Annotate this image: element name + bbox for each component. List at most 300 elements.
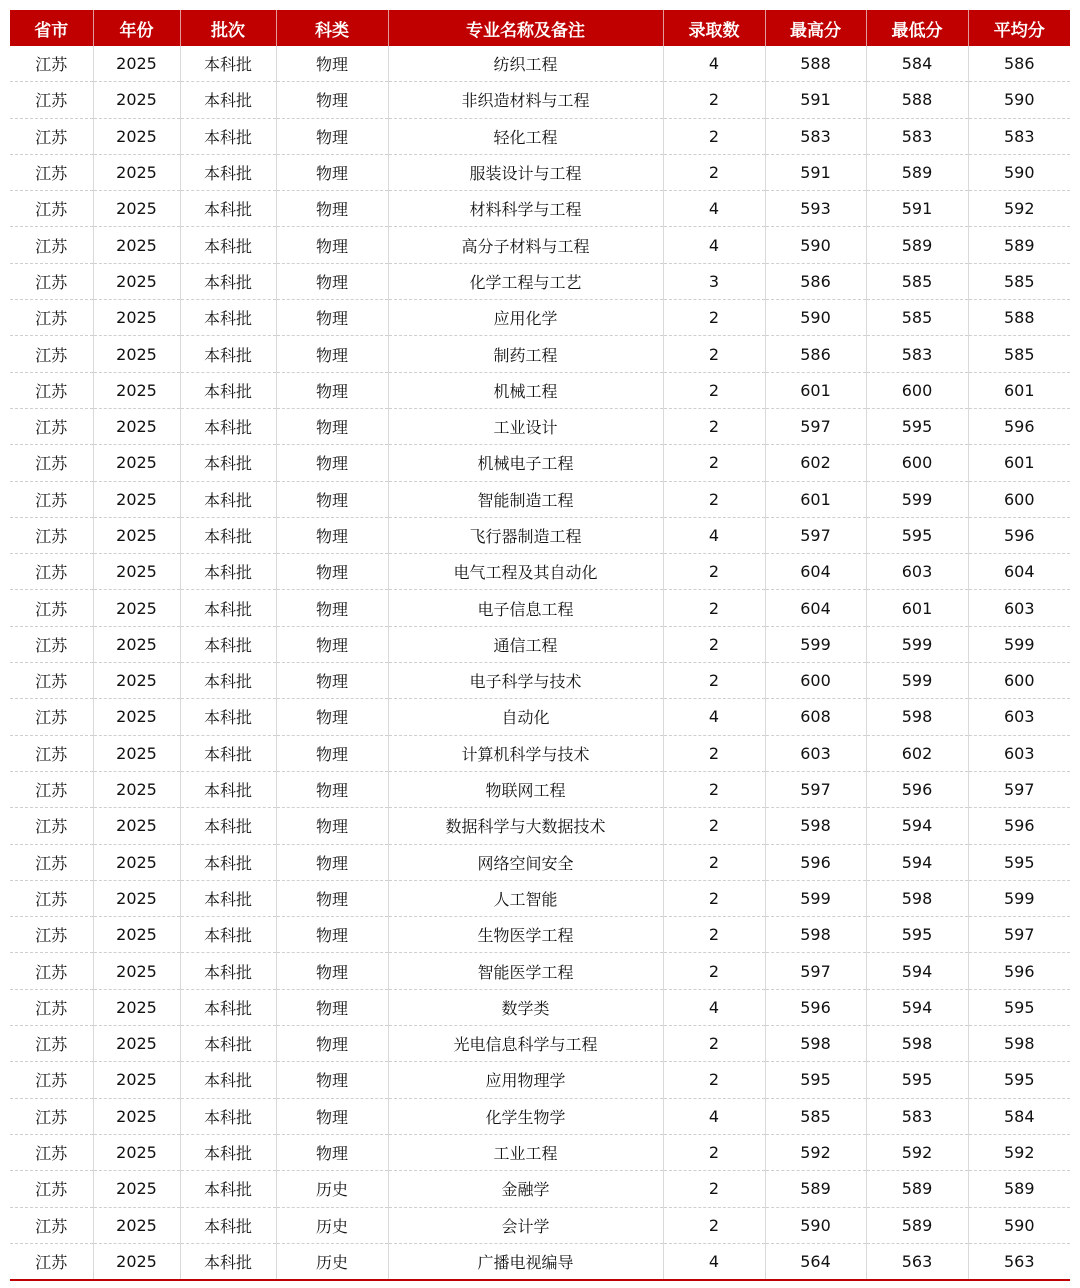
min-score-cell: 594 bbox=[866, 808, 968, 844]
batch-cell: 本科批 bbox=[180, 844, 276, 880]
header-year: 年份 bbox=[93, 10, 180, 46]
table-row bbox=[10, 191, 1070, 227]
avg-score-cell: 583 bbox=[968, 118, 1070, 154]
major-name-cell: 广播电视编导 bbox=[388, 1243, 663, 1280]
subject-category-cell: 物理 bbox=[276, 590, 388, 626]
max-score-cell: 608 bbox=[765, 699, 866, 735]
province-cell: 江苏 bbox=[10, 118, 93, 154]
admitted-count-cell: 4 bbox=[663, 517, 765, 553]
batch-cell: 本科批 bbox=[180, 1098, 276, 1134]
province-cell: 江苏 bbox=[10, 735, 93, 771]
min-score-cell: 585 bbox=[866, 300, 968, 336]
batch-cell: 本科批 bbox=[180, 590, 276, 626]
batch-cell: 本科批 bbox=[180, 517, 276, 553]
min-score-cell: 589 bbox=[866, 1207, 968, 1243]
admitted-count-cell: 4 bbox=[663, 191, 765, 227]
major-name-cell: 光电信息科学与工程 bbox=[388, 1026, 663, 1062]
batch-cell: 本科批 bbox=[180, 300, 276, 336]
table-row bbox=[10, 1098, 1070, 1134]
batch-cell: 本科批 bbox=[180, 1026, 276, 1062]
year-cell: 2025 bbox=[93, 1062, 180, 1098]
major-name-cell: 机械工程 bbox=[388, 372, 663, 408]
province-cell: 江苏 bbox=[10, 408, 93, 444]
subject-category-cell: 物理 bbox=[276, 445, 388, 481]
major-name-cell: 化学工程与工艺 bbox=[388, 263, 663, 299]
min-score-cell: 594 bbox=[866, 989, 968, 1025]
table-row bbox=[10, 517, 1070, 553]
max-score-cell: 598 bbox=[765, 1026, 866, 1062]
admitted-count-cell: 2 bbox=[663, 481, 765, 517]
avg-score-cell: 586 bbox=[968, 46, 1070, 82]
batch-cell: 本科批 bbox=[180, 1207, 276, 1243]
year-cell: 2025 bbox=[93, 699, 180, 735]
max-score-cell: 591 bbox=[765, 82, 866, 118]
province-cell: 江苏 bbox=[10, 191, 93, 227]
avg-score-cell: 595 bbox=[968, 1062, 1070, 1098]
avg-score-cell: 592 bbox=[968, 1134, 1070, 1170]
year-cell: 2025 bbox=[93, 1243, 180, 1280]
year-cell: 2025 bbox=[93, 880, 180, 916]
max-score-cell: 597 bbox=[765, 408, 866, 444]
min-score-cell: 583 bbox=[866, 1098, 968, 1134]
avg-score-cell: 595 bbox=[968, 989, 1070, 1025]
table-row bbox=[10, 989, 1070, 1025]
major-name-cell: 高分子材料与工程 bbox=[388, 227, 663, 263]
year-cell: 2025 bbox=[93, 263, 180, 299]
batch-cell: 本科批 bbox=[180, 118, 276, 154]
min-score-cell: 598 bbox=[866, 1026, 968, 1062]
max-score-cell: 601 bbox=[765, 481, 866, 517]
admitted-count-cell: 2 bbox=[663, 1026, 765, 1062]
subject-category-cell: 物理 bbox=[276, 626, 388, 662]
avg-score-cell: 599 bbox=[968, 880, 1070, 916]
table-row bbox=[10, 481, 1070, 517]
province-cell: 江苏 bbox=[10, 554, 93, 590]
header-admitted-count: 录取数 bbox=[663, 10, 765, 46]
province-cell: 江苏 bbox=[10, 1062, 93, 1098]
min-score-cell: 585 bbox=[866, 263, 968, 299]
major-name-cell: 机械电子工程 bbox=[388, 445, 663, 481]
province-cell: 江苏 bbox=[10, 227, 93, 263]
batch-cell: 本科批 bbox=[180, 626, 276, 662]
admitted-count-cell: 2 bbox=[663, 626, 765, 662]
major-name-cell: 网络空间安全 bbox=[388, 844, 663, 880]
subject-category-cell: 物理 bbox=[276, 880, 388, 916]
max-score-cell: 596 bbox=[765, 844, 866, 880]
major-name-cell: 数据科学与大数据技术 bbox=[388, 808, 663, 844]
admitted-count-cell: 2 bbox=[663, 880, 765, 916]
province-cell: 江苏 bbox=[10, 626, 93, 662]
province-cell: 江苏 bbox=[10, 1243, 93, 1280]
admitted-count-cell: 2 bbox=[663, 953, 765, 989]
year-cell: 2025 bbox=[93, 844, 180, 880]
avg-score-cell: 598 bbox=[968, 1026, 1070, 1062]
province-cell: 江苏 bbox=[10, 82, 93, 118]
batch-cell: 本科批 bbox=[180, 735, 276, 771]
batch-cell: 本科批 bbox=[180, 481, 276, 517]
major-name-cell: 会计学 bbox=[388, 1207, 663, 1243]
min-score-cell: 595 bbox=[866, 1062, 968, 1098]
table-row bbox=[10, 663, 1070, 699]
major-name-cell: 飞行器制造工程 bbox=[388, 517, 663, 553]
max-score-cell: 597 bbox=[765, 517, 866, 553]
subject-category-cell: 物理 bbox=[276, 1134, 388, 1170]
avg-score-cell: 563 bbox=[968, 1243, 1070, 1280]
major-name-cell: 生物医学工程 bbox=[388, 917, 663, 953]
batch-cell: 本科批 bbox=[180, 808, 276, 844]
admitted-count-cell: 2 bbox=[663, 844, 765, 880]
admitted-count-cell: 2 bbox=[663, 300, 765, 336]
major-name-cell: 工业设计 bbox=[388, 408, 663, 444]
subject-category-cell: 物理 bbox=[276, 735, 388, 771]
province-cell: 江苏 bbox=[10, 336, 93, 372]
max-score-cell: 588 bbox=[765, 46, 866, 82]
admission-table bbox=[10, 10, 1070, 1281]
subject-category-cell: 物理 bbox=[276, 408, 388, 444]
table-row bbox=[10, 1062, 1070, 1098]
province-cell: 江苏 bbox=[10, 154, 93, 190]
admitted-count-cell: 4 bbox=[663, 1098, 765, 1134]
min-score-cell: 596 bbox=[866, 771, 968, 807]
province-cell: 江苏 bbox=[10, 1207, 93, 1243]
major-name-cell: 制药工程 bbox=[388, 336, 663, 372]
province-cell: 江苏 bbox=[10, 1134, 93, 1170]
subject-category-cell: 物理 bbox=[276, 191, 388, 227]
major-name-cell: 通信工程 bbox=[388, 626, 663, 662]
avg-score-cell: 597 bbox=[968, 917, 1070, 953]
province-cell: 江苏 bbox=[10, 844, 93, 880]
major-name-cell: 工业工程 bbox=[388, 1134, 663, 1170]
max-score-cell: 564 bbox=[765, 1243, 866, 1280]
subject-category-cell: 物理 bbox=[276, 336, 388, 372]
table-row bbox=[10, 1171, 1070, 1207]
subject-category-cell: 物理 bbox=[276, 263, 388, 299]
batch-cell: 本科批 bbox=[180, 1171, 276, 1207]
subject-category-cell: 物理 bbox=[276, 300, 388, 336]
batch-cell: 本科批 bbox=[180, 663, 276, 699]
max-score-cell: 596 bbox=[765, 989, 866, 1025]
min-score-cell: 603 bbox=[866, 554, 968, 590]
header-province: 省市 bbox=[10, 10, 93, 46]
admitted-count-cell: 2 bbox=[663, 1134, 765, 1170]
province-cell: 江苏 bbox=[10, 46, 93, 82]
major-name-cell: 服装设计与工程 bbox=[388, 154, 663, 190]
major-name-cell: 电子科学与技术 bbox=[388, 663, 663, 699]
max-score-cell: 592 bbox=[765, 1134, 866, 1170]
year-cell: 2025 bbox=[93, 1207, 180, 1243]
batch-cell: 本科批 bbox=[180, 554, 276, 590]
province-cell: 江苏 bbox=[10, 808, 93, 844]
subject-category-cell: 物理 bbox=[276, 118, 388, 154]
table-row bbox=[10, 46, 1070, 82]
admitted-count-cell: 3 bbox=[663, 263, 765, 299]
province-cell: 江苏 bbox=[10, 481, 93, 517]
year-cell: 2025 bbox=[93, 517, 180, 553]
max-score-cell: 598 bbox=[765, 917, 866, 953]
max-score-cell: 593 bbox=[765, 191, 866, 227]
province-cell: 江苏 bbox=[10, 699, 93, 735]
avg-score-cell: 595 bbox=[968, 844, 1070, 880]
year-cell: 2025 bbox=[93, 808, 180, 844]
province-cell: 江苏 bbox=[10, 1171, 93, 1207]
avg-score-cell: 585 bbox=[968, 263, 1070, 299]
province-cell: 江苏 bbox=[10, 263, 93, 299]
table-row bbox=[10, 917, 1070, 953]
subject-category-cell: 物理 bbox=[276, 699, 388, 735]
table-row bbox=[10, 1026, 1070, 1062]
batch-cell: 本科批 bbox=[180, 880, 276, 916]
year-cell: 2025 bbox=[93, 372, 180, 408]
batch-cell: 本科批 bbox=[180, 771, 276, 807]
province-cell: 江苏 bbox=[10, 1026, 93, 1062]
min-score-cell: 594 bbox=[866, 844, 968, 880]
max-score-cell: 595 bbox=[765, 1062, 866, 1098]
avg-score-cell: 603 bbox=[968, 735, 1070, 771]
max-score-cell: 597 bbox=[765, 953, 866, 989]
year-cell: 2025 bbox=[93, 1171, 180, 1207]
major-name-cell: 智能医学工程 bbox=[388, 953, 663, 989]
admitted-count-cell: 2 bbox=[663, 1171, 765, 1207]
admitted-count-cell: 2 bbox=[663, 771, 765, 807]
major-name-cell: 非织造材料与工程 bbox=[388, 82, 663, 118]
table-row bbox=[10, 300, 1070, 336]
table-row bbox=[10, 263, 1070, 299]
subject-category-cell: 物理 bbox=[276, 481, 388, 517]
max-score-cell: 602 bbox=[765, 445, 866, 481]
province-cell: 江苏 bbox=[10, 917, 93, 953]
batch-cell: 本科批 bbox=[180, 953, 276, 989]
min-score-cell: 594 bbox=[866, 953, 968, 989]
year-cell: 2025 bbox=[93, 953, 180, 989]
admitted-count-cell: 2 bbox=[663, 917, 765, 953]
min-score-cell: 563 bbox=[866, 1243, 968, 1280]
min-score-cell: 601 bbox=[866, 590, 968, 626]
batch-cell: 本科批 bbox=[180, 191, 276, 227]
avg-score-cell: 597 bbox=[968, 771, 1070, 807]
max-score-cell: 590 bbox=[765, 300, 866, 336]
max-score-cell: 586 bbox=[765, 336, 866, 372]
year-cell: 2025 bbox=[93, 554, 180, 590]
min-score-cell: 589 bbox=[866, 227, 968, 263]
province-cell: 江苏 bbox=[10, 445, 93, 481]
province-cell: 江苏 bbox=[10, 1098, 93, 1134]
table-row bbox=[10, 808, 1070, 844]
year-cell: 2025 bbox=[93, 336, 180, 372]
min-score-cell: 599 bbox=[866, 663, 968, 699]
admitted-count-cell: 4 bbox=[663, 1243, 765, 1280]
province-cell: 江苏 bbox=[10, 300, 93, 336]
max-score-cell: 604 bbox=[765, 554, 866, 590]
avg-score-cell: 589 bbox=[968, 227, 1070, 263]
year-cell: 2025 bbox=[93, 154, 180, 190]
header-min-score: 最低分 bbox=[866, 10, 968, 46]
max-score-cell: 591 bbox=[765, 154, 866, 190]
admitted-count-cell: 2 bbox=[663, 554, 765, 590]
batch-cell: 本科批 bbox=[180, 1243, 276, 1280]
province-cell: 江苏 bbox=[10, 590, 93, 626]
avg-score-cell: 601 bbox=[968, 372, 1070, 408]
avg-score-cell: 592 bbox=[968, 191, 1070, 227]
avg-score-cell: 596 bbox=[968, 953, 1070, 989]
min-score-cell: 583 bbox=[866, 118, 968, 154]
batch-cell: 本科批 bbox=[180, 46, 276, 82]
year-cell: 2025 bbox=[93, 989, 180, 1025]
table-row bbox=[10, 771, 1070, 807]
max-score-cell: 599 bbox=[765, 626, 866, 662]
province-cell: 江苏 bbox=[10, 771, 93, 807]
year-cell: 2025 bbox=[93, 663, 180, 699]
admitted-count-cell: 2 bbox=[663, 735, 765, 771]
major-name-cell: 金融学 bbox=[388, 1171, 663, 1207]
header-row bbox=[10, 10, 1070, 46]
year-cell: 2025 bbox=[93, 917, 180, 953]
year-cell: 2025 bbox=[93, 82, 180, 118]
subject-category-cell: 历史 bbox=[276, 1171, 388, 1207]
table-row bbox=[10, 735, 1070, 771]
table-row bbox=[10, 590, 1070, 626]
avg-score-cell: 600 bbox=[968, 663, 1070, 699]
batch-cell: 本科批 bbox=[180, 154, 276, 190]
subject-category-cell: 历史 bbox=[276, 1243, 388, 1280]
subject-category-cell: 历史 bbox=[276, 1207, 388, 1243]
admitted-count-cell: 2 bbox=[663, 1207, 765, 1243]
min-score-cell: 589 bbox=[866, 1171, 968, 1207]
province-cell: 江苏 bbox=[10, 989, 93, 1025]
header-avg-score: 平均分 bbox=[968, 10, 1070, 46]
avg-score-cell: 600 bbox=[968, 481, 1070, 517]
batch-cell: 本科批 bbox=[180, 263, 276, 299]
max-score-cell: 600 bbox=[765, 663, 866, 699]
admitted-count-cell: 2 bbox=[663, 408, 765, 444]
admitted-count-cell: 2 bbox=[663, 808, 765, 844]
table-row bbox=[10, 844, 1070, 880]
max-score-cell: 589 bbox=[765, 1171, 866, 1207]
batch-cell: 本科批 bbox=[180, 445, 276, 481]
table-row bbox=[10, 880, 1070, 916]
avg-score-cell: 603 bbox=[968, 699, 1070, 735]
major-name-cell: 物联网工程 bbox=[388, 771, 663, 807]
table-row bbox=[10, 154, 1070, 190]
major-name-cell: 电子信息工程 bbox=[388, 590, 663, 626]
major-name-cell: 自动化 bbox=[388, 699, 663, 735]
admitted-count-cell: 4 bbox=[663, 46, 765, 82]
major-name-cell: 轻化工程 bbox=[388, 118, 663, 154]
table-row bbox=[10, 445, 1070, 481]
header-subject-category: 科类 bbox=[276, 10, 388, 46]
subject-category-cell: 物理 bbox=[276, 1098, 388, 1134]
batch-cell: 本科批 bbox=[180, 408, 276, 444]
max-score-cell: 590 bbox=[765, 1207, 866, 1243]
admitted-count-cell: 2 bbox=[663, 445, 765, 481]
table-row bbox=[10, 408, 1070, 444]
major-name-cell: 数学类 bbox=[388, 989, 663, 1025]
subject-category-cell: 物理 bbox=[276, 46, 388, 82]
year-cell: 2025 bbox=[93, 445, 180, 481]
avg-score-cell: 603 bbox=[968, 590, 1070, 626]
admitted-count-cell: 2 bbox=[663, 336, 765, 372]
max-score-cell: 590 bbox=[765, 227, 866, 263]
avg-score-cell: 601 bbox=[968, 445, 1070, 481]
min-score-cell: 600 bbox=[866, 372, 968, 408]
table-row bbox=[10, 1207, 1070, 1243]
major-name-cell: 智能制造工程 bbox=[388, 481, 663, 517]
admitted-count-cell: 2 bbox=[663, 372, 765, 408]
year-cell: 2025 bbox=[93, 191, 180, 227]
batch-cell: 本科批 bbox=[180, 917, 276, 953]
major-name-cell: 计算机科学与技术 bbox=[388, 735, 663, 771]
major-name-cell: 应用物理学 bbox=[388, 1062, 663, 1098]
table-row bbox=[10, 1243, 1070, 1280]
batch-cell: 本科批 bbox=[180, 82, 276, 118]
max-score-cell: 585 bbox=[765, 1098, 866, 1134]
subject-category-cell: 物理 bbox=[276, 953, 388, 989]
batch-cell: 本科批 bbox=[180, 227, 276, 263]
subject-category-cell: 物理 bbox=[276, 82, 388, 118]
subject-category-cell: 物理 bbox=[276, 227, 388, 263]
avg-score-cell: 604 bbox=[968, 554, 1070, 590]
year-cell: 2025 bbox=[93, 300, 180, 336]
year-cell: 2025 bbox=[93, 408, 180, 444]
subject-category-cell: 物理 bbox=[276, 989, 388, 1025]
admitted-count-cell: 4 bbox=[663, 227, 765, 263]
subject-category-cell: 物理 bbox=[276, 372, 388, 408]
avg-score-cell: 590 bbox=[968, 1207, 1070, 1243]
min-score-cell: 584 bbox=[866, 46, 968, 82]
table-row bbox=[10, 372, 1070, 408]
header-major-name: 专业名称及备注 bbox=[388, 10, 663, 46]
batch-cell: 本科批 bbox=[180, 1062, 276, 1098]
province-cell: 江苏 bbox=[10, 663, 93, 699]
avg-score-cell: 585 bbox=[968, 336, 1070, 372]
year-cell: 2025 bbox=[93, 481, 180, 517]
table-row bbox=[10, 953, 1070, 989]
avg-score-cell: 588 bbox=[968, 300, 1070, 336]
table-row bbox=[10, 82, 1070, 118]
year-cell: 2025 bbox=[93, 1134, 180, 1170]
province-cell: 江苏 bbox=[10, 517, 93, 553]
min-score-cell: 600 bbox=[866, 445, 968, 481]
major-name-cell: 纺织工程 bbox=[388, 46, 663, 82]
max-score-cell: 601 bbox=[765, 372, 866, 408]
avg-score-cell: 584 bbox=[968, 1098, 1070, 1134]
avg-score-cell: 596 bbox=[968, 517, 1070, 553]
batch-cell: 本科批 bbox=[180, 989, 276, 1025]
min-score-cell: 598 bbox=[866, 880, 968, 916]
subject-category-cell: 物理 bbox=[276, 663, 388, 699]
min-score-cell: 598 bbox=[866, 699, 968, 735]
max-score-cell: 597 bbox=[765, 771, 866, 807]
table-row bbox=[10, 336, 1070, 372]
year-cell: 2025 bbox=[93, 771, 180, 807]
admitted-count-cell: 2 bbox=[663, 154, 765, 190]
subject-category-cell: 物理 bbox=[276, 554, 388, 590]
batch-cell: 本科批 bbox=[180, 336, 276, 372]
year-cell: 2025 bbox=[93, 227, 180, 263]
year-cell: 2025 bbox=[93, 590, 180, 626]
batch-cell: 本科批 bbox=[180, 1134, 276, 1170]
min-score-cell: 602 bbox=[866, 735, 968, 771]
min-score-cell: 588 bbox=[866, 82, 968, 118]
major-name-cell: 人工智能 bbox=[388, 880, 663, 916]
max-score-cell: 603 bbox=[765, 735, 866, 771]
header-max-score: 最高分 bbox=[765, 10, 866, 46]
admitted-count-cell: 2 bbox=[663, 663, 765, 699]
min-score-cell: 583 bbox=[866, 336, 968, 372]
table-body bbox=[10, 46, 1070, 1280]
min-score-cell: 595 bbox=[866, 408, 968, 444]
major-name-cell: 化学生物学 bbox=[388, 1098, 663, 1134]
year-cell: 2025 bbox=[93, 118, 180, 154]
